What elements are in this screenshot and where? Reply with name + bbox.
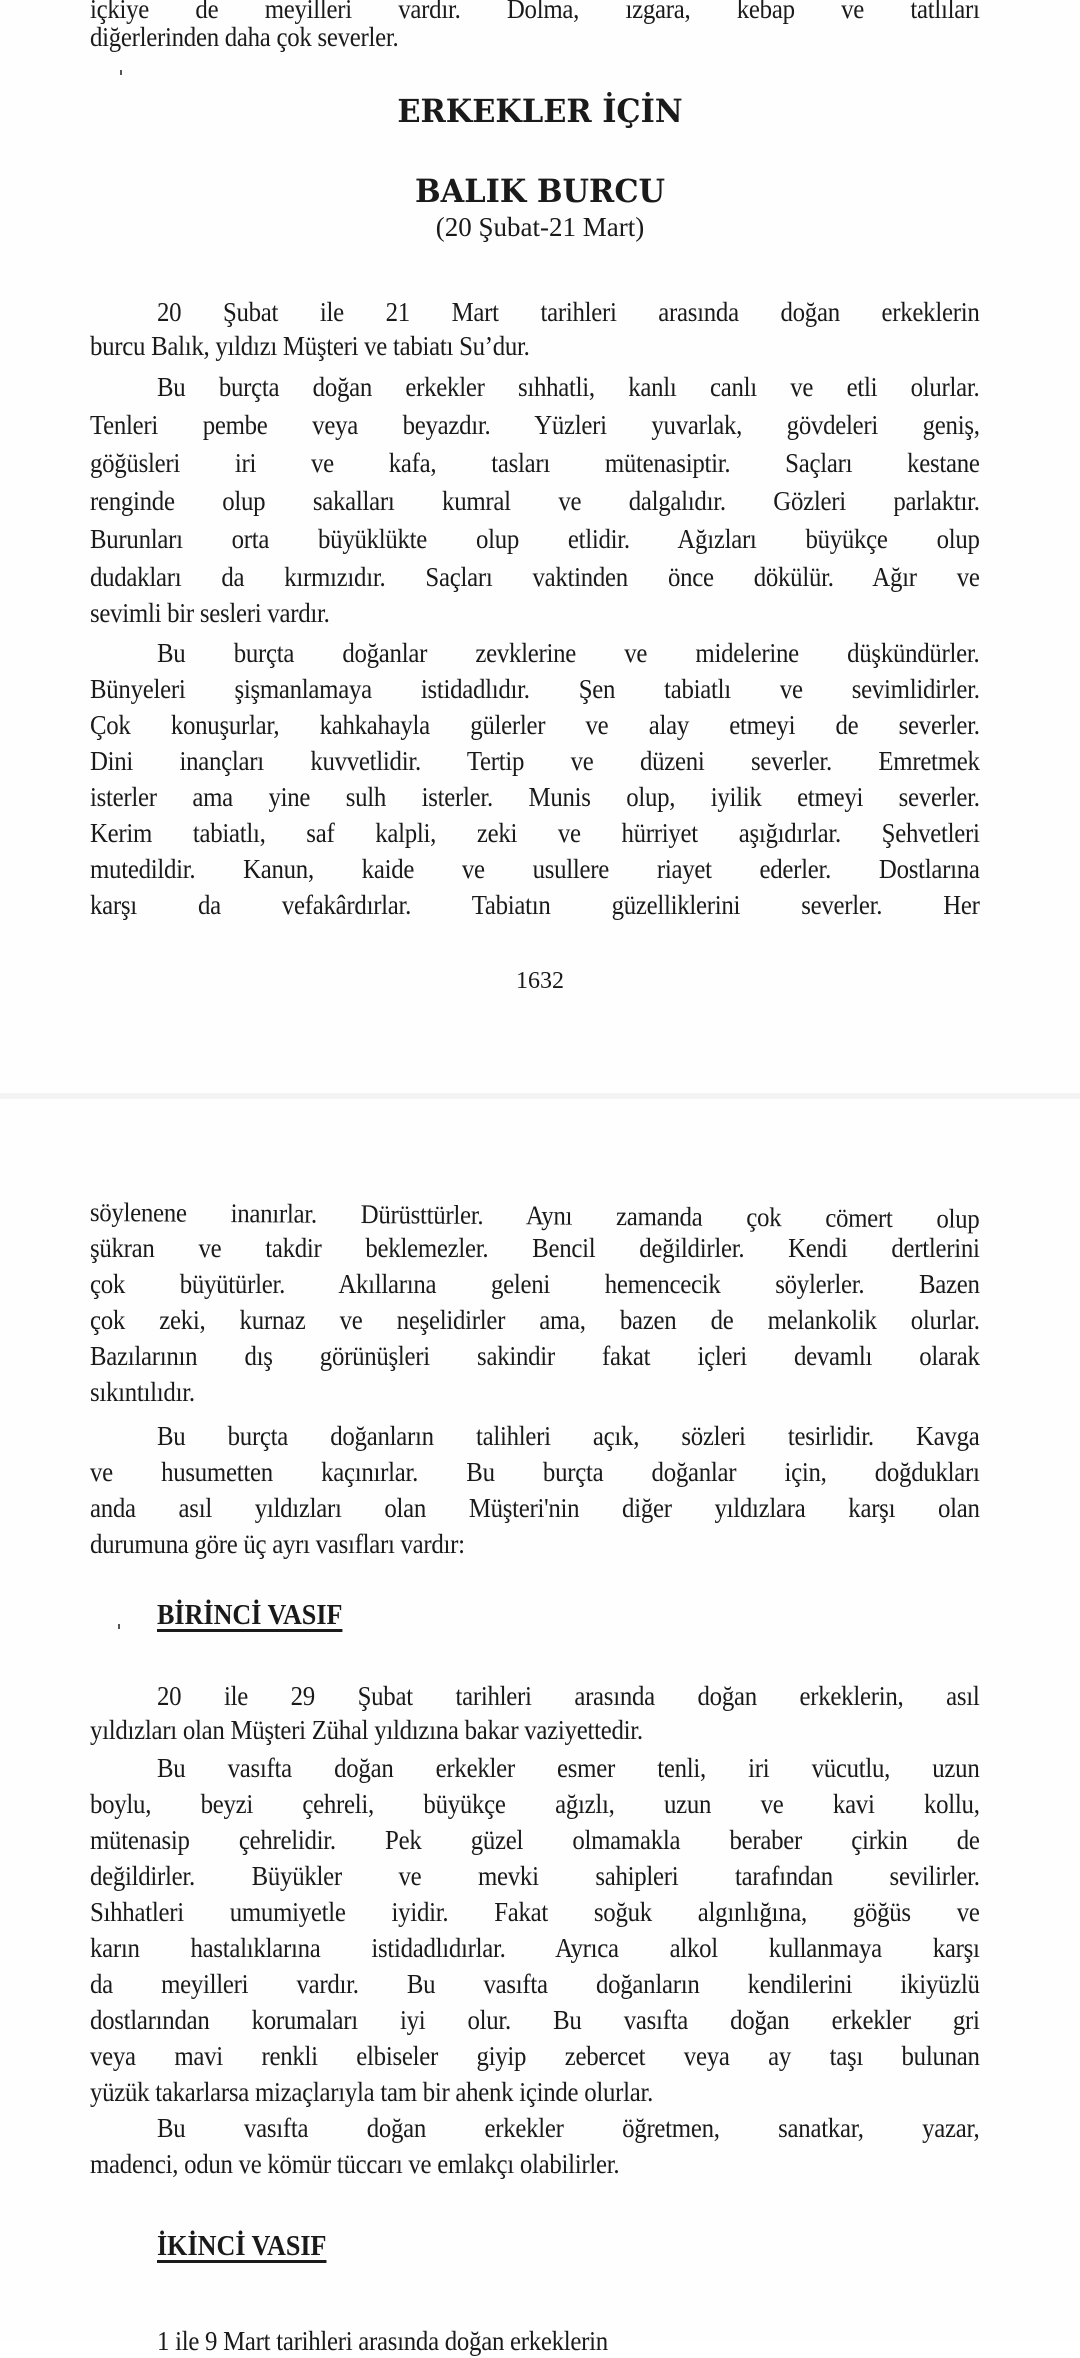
text-line: 1 ile 9 Mart tarihleri arasında doğan erkeklerin bbox=[157, 2326, 608, 2356]
text-line: Bu vasıfta doğan erkekler esmer tenli, iri vücutlu, uzun bbox=[157, 1753, 980, 1783]
text-line: Kerim tabiatlı, saf kalpli, zeki ve hürriyet aşığıdırlar. Şehvetleri bbox=[90, 818, 980, 848]
text-line: Tenleri pembe veya beyazdır. Yüzleri yuvarlak, gövdeleri geniş, bbox=[90, 410, 980, 440]
section-title-second-quality: İKİNCİ VASIF bbox=[157, 2230, 327, 2262]
date-range: (20 Şubat-21 Mart) bbox=[435, 212, 645, 242]
text-line: Bu burçta doğanların talihleri açık, sözleri tesirlidir. Kavga bbox=[157, 1421, 980, 1451]
text-line: söylenene inanırlar. Dürüsttürler. Aynı zamanda çok cömert olup bbox=[89, 1197, 980, 1234]
document-page-1632 bbox=[0, 0, 1080, 1093]
text-line: Bazılarının dış görünüşleri sakindir fakat içleri devamlı olarak bbox=[90, 1341, 980, 1371]
text-line: Burunları orta büyüklükte olup etlidir. Ağızları büyükçe olup bbox=[90, 524, 980, 554]
text-line: Bu burçta doğan erkekler sıhhatli, kanlı canlı ve etli olurlar. bbox=[157, 372, 980, 402]
text-line: diğerlerinden daha çok severler. bbox=[90, 22, 399, 52]
text-line: sıkıntılıdır. bbox=[90, 1377, 195, 1407]
text-line: veya mavi renkli elbiseler giyip zebercet veya ay taşı bulunan bbox=[90, 2041, 980, 2071]
text-line: değildirler. Büyükler ve mevki sahipleri tarafından sevilirler. bbox=[90, 1861, 980, 1891]
text-line: şükran ve takdir beklemezler. Bencil değildirler. Kendi dertlerini bbox=[90, 1233, 980, 1263]
text-line: da meyilleri vardır. Bu vasıfta doğanların kendilerini ikiyüzlü bbox=[90, 1969, 980, 1999]
text-line: isterler ama yine sulh isterler. Munis olup, iyilik etmeyi severler. bbox=[90, 782, 980, 812]
text-line: madenci, odun ve kömür tüccarı ve emlakçı olabilirler. bbox=[90, 2149, 620, 2179]
text-line: dostlarından korumaları iyi olur. Bu vasıfta doğan erkekler gri bbox=[90, 2005, 980, 2035]
text-line: burcu Balık, yıldızı Müşteri ve tabiatı Su’dur. bbox=[90, 331, 530, 361]
text-line: yıldızları olan Müşteri Zühal yıldızına bakar vaziyettedir. bbox=[90, 1715, 643, 1745]
text-line: içkiye de meyilleri vardır. Dolma, ızgara, kebap ve tatlıları bbox=[90, 0, 980, 24]
section-title-first-quality: BİRİNCİ VASIF bbox=[157, 1599, 343, 1631]
text-line: 20 Şubat ile 21 Mart tarihleri arasında doğan erkeklerin bbox=[157, 297, 980, 327]
text-line: karşı da vefakârdırlar. Tabiatın güzelliklerini severler. Her bbox=[90, 890, 980, 920]
section-heading-for-men: ERKEKLER İÇİN bbox=[397, 92, 683, 130]
text-line: boylu, beyzi çehreli, büyükçe ağızlı, uzun ve kavi kollu, bbox=[90, 1789, 980, 1819]
text-line: anda asıl yıldızları olan Müşteri'nin diğer yıldızlara karşı olan bbox=[90, 1493, 980, 1523]
text-line: çok zeki, kurnaz ve neşelidirler ama, bazen de melankolik olurlar. bbox=[90, 1305, 980, 1335]
text-line: karın hastalıklarına istidadlıdırlar. Ayrıca alkol kullanmaya karşı bbox=[90, 1933, 980, 1963]
page-number: 1632 bbox=[516, 968, 564, 994]
text-line: Bu vasıfta doğan erkekler öğretmen, sanatkar, yazar, bbox=[157, 2113, 980, 2143]
text-line: Dini inançları kuvvetlidir. Tertip ve düzeni severler. Emretmek bbox=[90, 746, 980, 776]
text-line: renginde olup sakalları kumral ve dalgalıdır. Gözleri parlaktır. bbox=[90, 486, 980, 516]
scan-speck bbox=[118, 1624, 120, 1629]
section-heading-pisces: BALIK BURCU bbox=[414, 172, 666, 210]
text-line: dudakları da kırmızıdır. Saçları vaktinden önce dökülür. Ağır ve bbox=[90, 562, 980, 592]
text-line: Sıhhatleri umumiyetle iyidir. Fakat soğuk algınlığına, göğüs ve bbox=[90, 1897, 980, 1927]
text-line: ve husumetten kaçınırlar. Bu burçta doğanlar için, doğdukları bbox=[90, 1457, 980, 1487]
text-line: çok büyütürler. Akıllarına geleni hemencecik söylerler. Bazen bbox=[90, 1269, 980, 1299]
text-line: Bu burçta doğanlar zevklerine ve midelerine düşkündürler. bbox=[157, 638, 980, 668]
text-line: Bünyeleri şişmanlamaya istidadlıdır. Şen tabiatlı ve sevimlidirler. bbox=[90, 674, 980, 704]
text-line: Çok konuşurlar, kahkahayla gülerler ve alay etmeyi de severler. bbox=[90, 710, 980, 740]
text-line: mütenasip çehrelidir. Pek güzel olmamakla beraber çirkin de bbox=[90, 1825, 980, 1855]
document-page-next bbox=[0, 1099, 1080, 2356]
scan-speck bbox=[120, 70, 122, 75]
text-line: 20 ile 29 Şubat tarihleri arasında doğan erkeklerin, asıl bbox=[157, 1681, 980, 1711]
text-line: sevimli bir sesleri vardır. bbox=[90, 598, 330, 628]
text-line: yüzük takarlarsa mizaçlarıyla tam bir ahenk içinde olurlar. bbox=[90, 2077, 654, 2107]
text-line: durumuna göre üç ayrı vasıfları vardır: bbox=[90, 1529, 465, 1559]
text-line: mutedildir. Kanun, kaide ve usullere riayet ederler. Dostlarına bbox=[90, 854, 980, 884]
text-line: göğüsleri iri ve kafa, tasları mütenasiptir. Saçları kestane bbox=[90, 448, 980, 478]
